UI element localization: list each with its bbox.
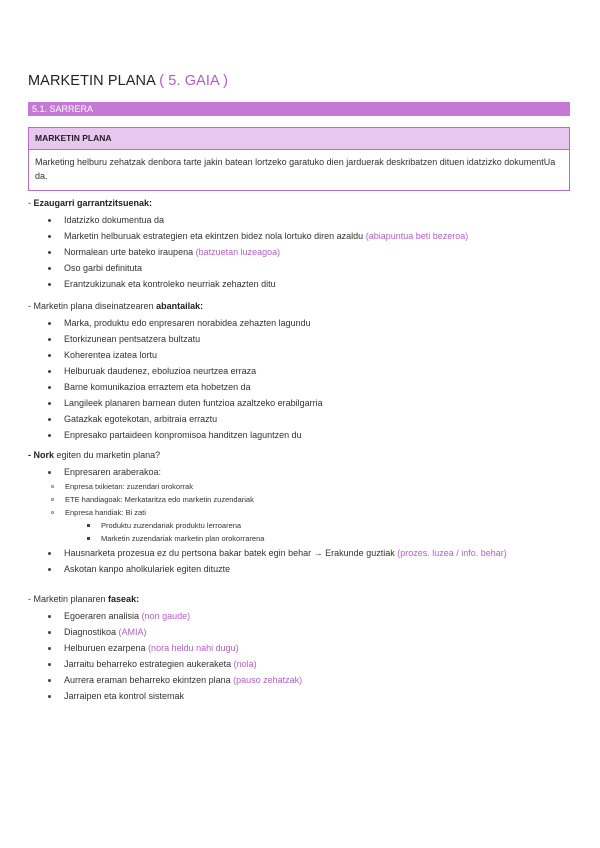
page-title (28, 73, 228, 89)
list-item: Etorkizunean pentsatzera bultzatu (28, 331, 570, 347)
square-bullet-icon (87, 537, 90, 540)
bullet-icon (48, 235, 51, 238)
list-item: Marka, produktu edo enpresaren norabidea zehazten lagundu (28, 315, 570, 331)
square-bullet-icon (87, 524, 90, 527)
who-heading: - Nork egiten du marketin plana? (28, 450, 161, 460)
bullet-icon (48, 568, 51, 571)
list-item: Gatazkak egotekotan, arbitraia erraztu (28, 411, 570, 427)
list-item: Barne komunikazioa erraztem eta hobetzen da (28, 379, 570, 395)
list-item: Helburuak daudenez, eboluzioa neurtzea erraza (28, 363, 570, 379)
list-item: Askotan kanpo aholkulariek egiten dituzte (28, 561, 570, 577)
features-section (28, 197, 570, 292)
list-item: Enpresaren araberakoa: Enpresa txikietan: zuzendari orokorrak ETE handiagoak: Merkataritza edo marketin zuzendariak Enpresa handiak: Bi zati Produktu zuzendariak produktu lerroarena Marketin zuzendariak marketin plan orokorrarena (28, 464, 570, 545)
bullet-icon (48, 354, 51, 357)
definition-text: Marketing helburu zehatzak denbora tarte jakin batean lortzeko garatuko dien jarduerak deskribatzen dituen idatzizko dokumentUa da. (35, 157, 556, 181)
list-item: Marketin helburuak estrategien eta ekintzen bidez nola lortuko diren azaldu (abiapuntua beti bezeroa) (28, 228, 570, 244)
list-item: Enpresako partaideen konpromisoa handitzen laguntzen du (28, 427, 570, 443)
bullet-icon (48, 418, 51, 421)
sub-list-item: ETE handiagoak: Merkataritza edo marketin zuzendariak (28, 493, 570, 506)
phases-list (28, 608, 570, 704)
list-item: Jarraipen eta kontrol sistemak (28, 688, 570, 704)
bullet-icon (48, 402, 51, 405)
list-item: Langileek planaren barnean duten funtzioa azaltzeko erabilgarria (28, 395, 570, 411)
sub-list-item: Enpresa handiak: Bi zati Produktu zuzendariak produktu lerroarena Marketin zuzendariak marketin plan orokorrarena (28, 506, 570, 545)
circle-bullet-icon (51, 498, 54, 501)
bullet-icon (48, 267, 51, 270)
bullet-icon (48, 471, 51, 474)
who-section (28, 449, 570, 577)
list-item: Erantzukizunak eta kontroleko neurriak zehazten ditu (28, 276, 570, 292)
list-item: Diagnostikoa (AMIA) (28, 624, 570, 640)
phases-heading: - Marketin planaren faseak: (28, 594, 140, 604)
bullet-icon (48, 338, 51, 341)
list-item: Helburuen ezarpena (nora heldu nahi dugu) (28, 640, 570, 656)
features-list (28, 212, 570, 292)
circle-bullet-icon (51, 511, 54, 514)
bullet-icon (48, 219, 51, 222)
list-item: Aurrera eraman beharreko ekintzen plana (pauso zehatzak) (28, 672, 570, 688)
list-item: Jarraitu beharreko estrategien aukeraketa (nola) (28, 656, 570, 672)
sub-sub-list-item: Marketin zuzendariak marketin plan orokorrarena (28, 532, 570, 545)
list-item: Normalean urte bateko iraupena (batzuetan luzeagoa) (28, 244, 570, 260)
bullet-icon (48, 679, 51, 682)
advantages-section (28, 300, 570, 443)
section-heading: 5.1. SARRERA (28, 102, 570, 116)
title-chapter: ( 5. GAIA ) (159, 73, 229, 89)
definition-header: MARKETIN PLANA (29, 128, 569, 150)
bullet-icon (48, 663, 51, 666)
who-subsublist (28, 519, 570, 545)
bullet-icon (48, 386, 51, 389)
who-list (28, 464, 570, 577)
list-item: Hausnarketa prozesua ez du pertsona bakar batek egin behar → Erakunde guztiak (prozes. luzea / info. behar) (28, 545, 570, 561)
bullet-icon (48, 322, 51, 325)
list-item: Oso garbi definituta (28, 260, 570, 276)
advantages-list (28, 315, 570, 443)
list-item: Idatzizko dokumentua da (28, 212, 570, 228)
circle-bullet-icon (51, 485, 54, 488)
bullet-icon (48, 615, 51, 618)
sub-sub-list-item: Produktu zuzendariak produktu lerroarena (28, 519, 570, 532)
bullet-icon (48, 370, 51, 373)
features-heading: - Ezaugarri garrantzitsuenak: (28, 198, 153, 208)
title-main: MARKETIN PLANA (28, 73, 156, 89)
bullet-icon (48, 631, 51, 634)
bullet-icon (48, 647, 51, 650)
bullet-icon (48, 695, 51, 698)
phases-section (28, 593, 570, 704)
list-item: Koherentea izatea lortu (28, 347, 570, 363)
bullet-icon (48, 434, 51, 437)
bullet-icon (48, 251, 51, 254)
advantages-heading: - Marketin plana diseinatzearen abantailak: (28, 301, 204, 311)
sub-list-item: Enpresa txikietan: zuzendari orokorrak (28, 480, 570, 493)
list-item: Egoeraren analisia (non gaude) (28, 608, 570, 624)
bullet-icon (48, 552, 51, 555)
bullet-icon (48, 283, 51, 286)
definition-box (28, 127, 570, 191)
who-sublist (28, 480, 570, 545)
